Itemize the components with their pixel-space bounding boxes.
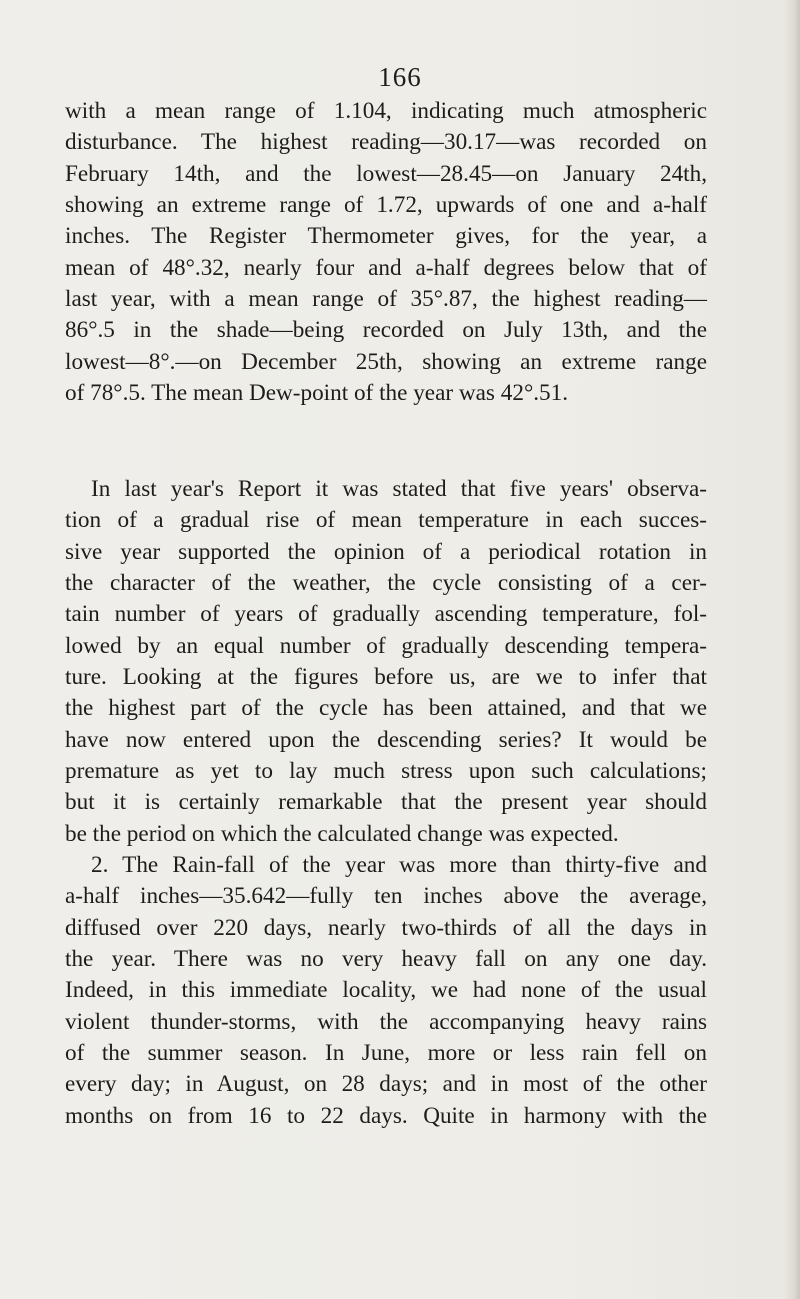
text-line: have now entered upon the descending series? It would be xyxy=(65,726,707,753)
text-line: the character of the weather, the cycle consisting of a cer- xyxy=(65,570,707,597)
text-line: the year. There was no very heavy fall on any one day. xyxy=(65,946,707,973)
text-line: sive year supported the opinion of a periodical rotation in xyxy=(65,538,707,565)
text-line: with a mean range of 1.104, indicating much atmospheric xyxy=(65,98,707,124)
text-line: disturbance. The highest reading—30.17—was recorded on xyxy=(65,129,707,156)
text-line: violent thunder-storms, with the accompanying heavy rains xyxy=(65,1008,707,1035)
text-line: mean of 48°.32, nearly four and a-half degrees below that of xyxy=(65,254,707,281)
text-line: a-half inches—35.642—fully ten inches above the average, xyxy=(65,883,707,910)
page-number: 166 xyxy=(378,62,422,92)
text-line: Indeed, in this immediate locality, we had none of the usual xyxy=(65,977,707,1004)
text-line: tain number of years of gradually ascending temperature, fol- xyxy=(65,601,707,628)
paragraph-temperature-cycle xyxy=(65,474,707,850)
text-line: lowed by an equal number of gradually descending tempera- xyxy=(65,632,707,659)
text-line: ture. Looking at the figures before us, are we to infer that xyxy=(65,664,707,691)
text-line: 2. The Rain-fall of the year was more than thirty-five and xyxy=(91,852,707,878)
text-line: February 14th, and the lowest—28.45—on January 24th, xyxy=(65,160,707,187)
text-line: showing an extreme range of 1.72, upwards of one and a-half xyxy=(65,192,707,219)
page-edge-shadow xyxy=(784,0,800,1299)
text-line: In last year's Report it was stated that five years' observa- xyxy=(91,476,707,502)
text-line: diffused over 220 days, nearly two-thirds of all the days in xyxy=(65,914,707,941)
text-line: lowest—8°.—on December 25th, showing an extreme range xyxy=(65,348,707,375)
text-line: months on from 16 to 22 days. Quite in harmony with the xyxy=(65,1102,707,1129)
text-line: of the summer season. In June, more or less rain fell on xyxy=(65,1040,707,1067)
text-line: of 78°.5. The mean Dew-point of the year was 42°.51. xyxy=(65,380,568,407)
text-line: tion of a gradual rise of mean temperature in each succes- xyxy=(65,507,707,534)
text-line: the highest part of the cycle has been attained, and that we xyxy=(65,695,707,722)
text-line: every day; in August, on 28 days; and in most of the other xyxy=(65,1071,707,1098)
text-line: last year, with a mean range of 35°.87, the highest reading— xyxy=(65,286,707,313)
text-line: 86°.5 in the shade—being recorded on July 13th, and the xyxy=(65,317,707,344)
text-line: be the period on which the calculated change was expected. xyxy=(65,820,619,847)
paragraph-pressure-temperature xyxy=(65,96,707,409)
text-line: premature as yet to lay much stress upon such calculations; xyxy=(65,758,707,785)
text-line: inches. The Register Thermometer gives, for the year, a xyxy=(65,223,707,250)
paragraph-rain-fall xyxy=(65,850,707,1132)
text-line: but it is certainly remarkable that the present year should xyxy=(65,789,707,816)
